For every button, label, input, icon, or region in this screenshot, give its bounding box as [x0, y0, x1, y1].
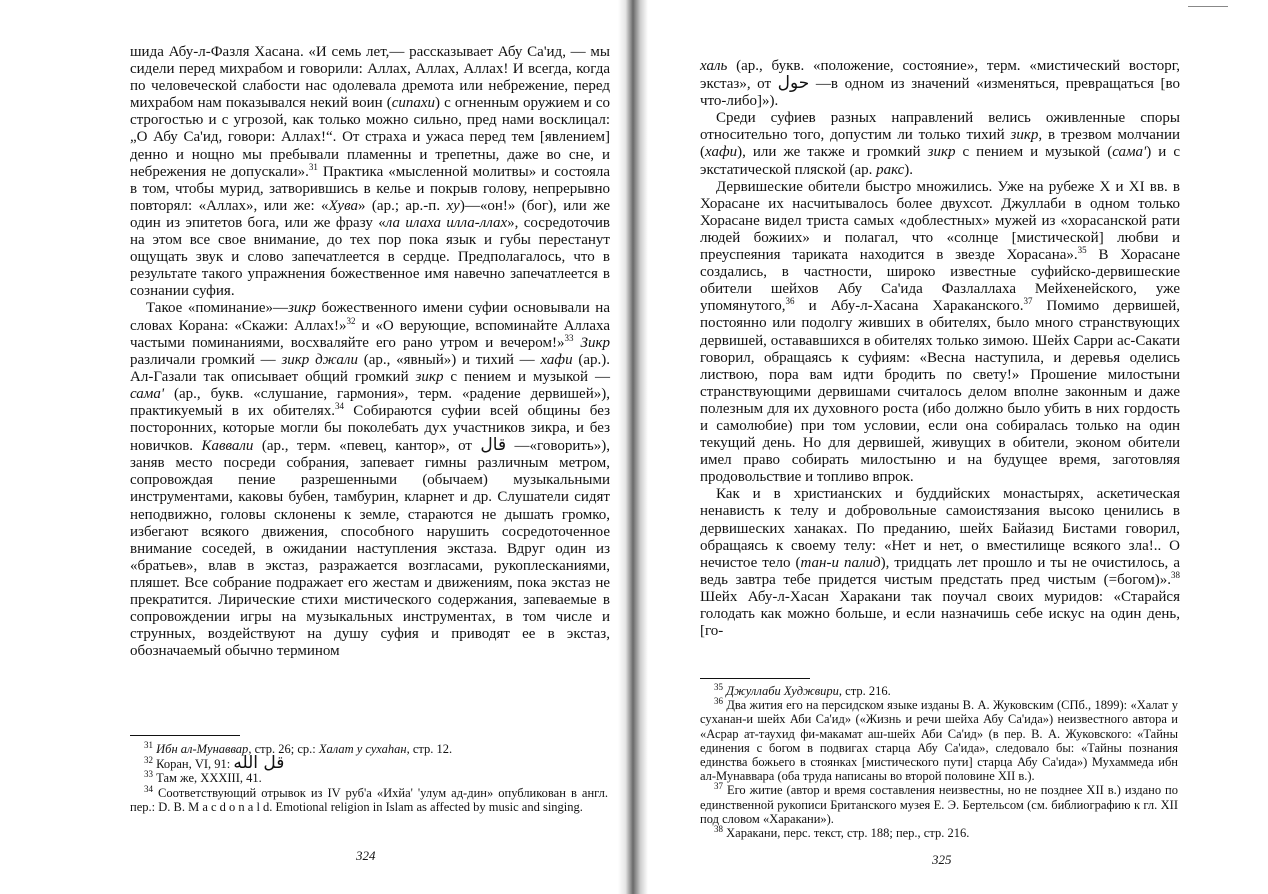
footnote: $^{37}$ Его житие (автор и время составления неизвестны, но не позднее XII в.) издано по единственной рукописи Британского музея Е. Э. Бертельсом (см. библиографию к гл. XII под словом «Харакани»).	[700, 781, 1178, 826]
body-paragraph: шида Абу-л-Фазля Хасана. «И семь лет,— рассказывает Абу Са'ид, — мы сидели перед михрабом и говорили: Аллах, Аллах, Аллах! И всегда, когда по человеческой слабости нас одолевала дремота или небрежение, перед михрабом нам показывался некий воин (сипахи) с огненным оружием и со строгостью и с угрозой, как только можно сильно, пред нами восклицал: „О Абу Са'ид, говори: Аллах!“. От страха и ужаса перед тем [явлением] денно и нощно мы пребывали пламенны и трепетны, даже во сне, и небрежения не допускали».$^{31}$ Практика «мысленной молитвы» и состояла в том, чтобы мурид, затворившись в келье и покрыв голову, непрерывно повторял: «Аллах», или же: «Хува» (ар.; ар.-п. ху)—«он!» (бог), или же один из эпитетов бога, или же фразу «ла илаха илла-ллах», сосредоточив на этом все свое внимание, до тех пор пока язык и губы перестанут ощущать звук и слово запечатлеется в сердце. Предполагалось, что в результате такого упражнения божественное имя навечно запечатлеется в сознании суфия.	[130, 44, 611, 300]
body-paragraph: Среди суфиев разных направлений велись оживленные споры относительно того, допустим ли только тихий зикр, в трезвом молчании (хафи), или же также и громкий зикр с пением и музыкой (сама') и с экстатической пляской (ар. ракс).	[700, 110, 1181, 178]
right-body-text	[700, 58, 1180, 640]
footnote: $^{32}$ Коран, VI, 91: قل الله	[144, 753, 285, 774]
right-page-number: 325	[932, 852, 952, 867]
right-footnotes	[700, 681, 1178, 841]
left-footnotes	[130, 739, 608, 814]
left-page	[0, 0, 628, 894]
right-page	[640, 0, 1268, 894]
footnote: $^{31}$ Ибн ал-Мунаввар, стр. 26; ср.: Халат у сухаhан, стр. 12.	[144, 739, 453, 756]
left-page-number: 324	[356, 848, 376, 863]
left-footnote-rule	[130, 735, 240, 736]
footnote: $^{34}$ Соответствующий отрывок из IV руб'а «Ихйа' 'улум ад-дин» опубликован в англ. пер.: D. B. M a c d o n a l d. Emotional religion in Islam as affected by music and singing.	[130, 783, 608, 814]
body-paragraph: халь (ар., букв. «положение, состояние», терм. «мистический восторг, экстаз», от حول —в одном из значений «изменяться, превращаться [во что-либо]»).	[700, 58, 1180, 110]
footnote: $^{36}$ Два жития его на персидском языке изданы В. А. Жуковским (СПб., 1899): «Халат у суханан-и шейх Аби Са'ид» («Жизнь и речи шейха Абу Са'ида») неизвестного автора и «Асрар ат-таухид фи-макамат аш-шейх Аби Са'ид» (в пер. В. А. Жуковского: «Тайны единения с богом в подвигах старца Абу Са'ида», следовало бы: «Тайны познания единства божьего в стоянках [мистического пути] старца Абу Са'ида») Мухаммеда ибн ал-Мунаввара (оба труда написаны во второй половине XII в.).	[700, 696, 1178, 784]
right-footnote-rule	[700, 678, 810, 679]
body-paragraph: Дервишеские обители быстро множились. Уже на рубеже X и XI вв. в Хорасане их насчитывалось более двухсот. Джуллаби в одном только Хорасане видел триста самых «доблестных» мужей из «хорасанской рати людей божиих» и полагал, что «солнце [мистической] любви и преуспеяния тариката находится в звезде Хорасана».$^{35}$ В Хорасане создались, в частности, широко известные суфийско-дервишеские обители шейхов Абу Са'ида Фазлаллаха Мейхенейского, уже упомянутого,$^{36}$ и Абу-л-Хасана Хараканского.$^{37}$ Помимо дервишей, постоянно или подолгу живших в обителях, было много странствующих дервишей, остававшихся в обителях только зимою. Шейх Сарри ас-Сакати говорил, обращаясь к суфиям: «Весна наступила, и деревья оделись листвою, пора вам идти бродить по свету!» Прошение милостыни странствующими дервишами считалось делом вполне законным и даже полезным для их духовного роста (ибо должно было убить в них гордость и самолюбие) при том условии, если она собиралась только на один текущий день. Но для дервишей, живущих в обители, эконом обители имел право собирать милостыню и на будущее время, заготовляя продовольствие и топливо впрок.	[700, 178, 1181, 486]
body-paragraph: Как и в христианских и буддийских монастырях, аскетическая ненависть к телу и добровольные самоистязания высоко ценились в дервишеских ханаках. По преданию, шейх Байазид Бистами говорил, обращаясь к своему телу: «Нет и нет, о вместилище всякого зла!.. О нечистое тело (тан-и палид), тридцать лет прошло и ты не очистилось, а ведь завтра тебе придется чистым предстать пред чистым (=богом)».$^{38}$ Шейх Абу-л-Хасан Харакани так поучал своих муридов: «Старайся голодать как можно больше, и если назначишь себе искус на один день, [го-	[700, 486, 1180, 640]
footnote: $^{35}$ Джуллаби Худжвири, стр. 216.	[714, 681, 891, 698]
footnote: $^{38}$ Харакани, перс. текст, стр. 188; пер., стр. 216.	[714, 823, 970, 841]
left-body-text	[130, 44, 610, 660]
footnote: $^{33}$ Там же, XXXIII, 41.	[144, 769, 262, 786]
body-paragraph: Такое «поминание»—зикр божественного имени суфии основывали на словах Корана: «Скажи: Аллах!»$^{32}$ и «О верующие, вспоминайте Аллаха частыми поминаниями, восхваляйте его рано утром и вечером!»$^{33}$ Зикр различали громкий — зикр джали (ар., «явный») и тихий — хафи (ар.). Ал-Газали так описывает общий громкий зикр с пением и музыкой — сама' (ар., букв. «слушание, гармония», терм. «радение дервишей»), практикуемый в их обителях.$^{34}$ Собираются суфии всей общины без посторонних, которые могли бы поколебать дух участников зикра, и без новичков. Каввали (ар., терм. «певец, кантор», от قال —«говорить»), заняв место посреди собрания, запевает гимны различным метром, сопровождая пение разрешенными (обычаем) музыкальными инструментами, каковы бубен, тамбурин, кларнет и др. Слушатели сидят неподвижно, головы склонены к земле, стараются не дышать громко, избегают всякого движения, способного нарушить сосредоточенное внимание соседей, в ожидании наступления экстаза. Вдруг один из «братьев», влав в экстаз, разражается возгласами, рукоплесканиями, пляшет. Все собрание подражает его жестам и движениям, пока экстаз не прекратится. Лирические стихи мистического содержания, запеваемые в сопровождении игры на музыкальных инструментах, в том числе и струнных, воздействуют на душу суфия и приводят ее в экстаз, обозначаемый обычно термином	[130, 300, 610, 660]
